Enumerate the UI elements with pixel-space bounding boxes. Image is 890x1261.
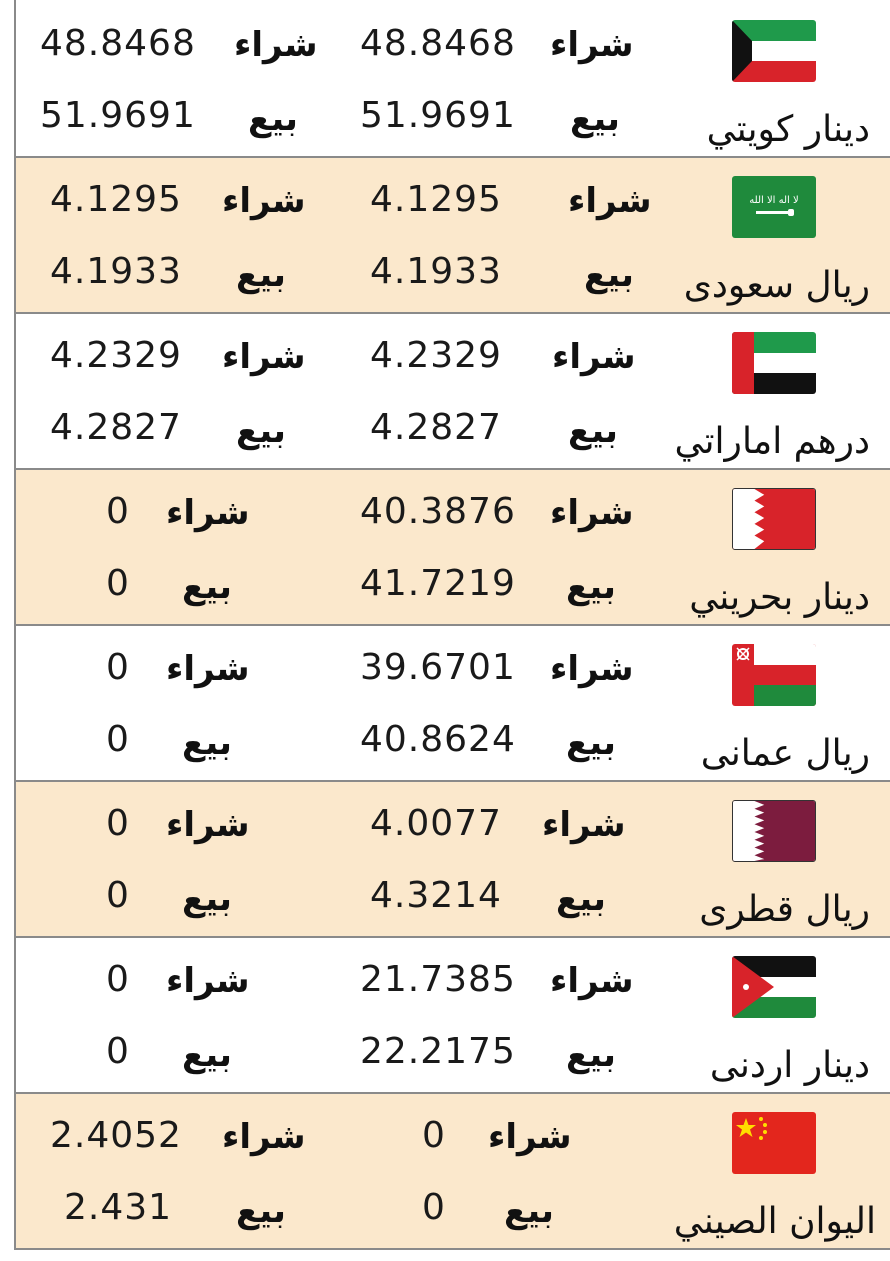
bank2-sell-value: 0: [106, 719, 130, 760]
buy-label: شراء: [166, 961, 250, 1001]
buy-label: شراء: [222, 337, 306, 377]
sell-label: بيع: [182, 567, 232, 607]
buy-label: شراء: [166, 649, 250, 689]
bank2-sell-value: 4.2827: [50, 407, 182, 448]
sell-label: بيع: [556, 879, 606, 919]
bank1-buy-value: 4.1295: [370, 179, 502, 220]
bank2-sell-value: 2.431: [64, 1187, 173, 1228]
bank2-buy-value: 0: [106, 803, 130, 844]
currency-name: اليوان الصيني: [673, 1201, 876, 1242]
sell-label: بيع: [570, 99, 620, 139]
bank1-buy-value: 40.3876: [360, 491, 516, 532]
buy-label: شراء: [550, 649, 634, 689]
table-row[interactable]: [16, 938, 890, 1094]
bank1-buy-value: 48.8468: [360, 23, 516, 64]
sell-label: بيع: [566, 567, 616, 607]
sell-label: بيع: [568, 411, 618, 451]
bank2-buy-value: 0: [106, 491, 130, 532]
bank2-sell-value: 0: [106, 1031, 130, 1072]
sell-label: بيع: [182, 1035, 232, 1075]
currency-name: ريال سعودى: [683, 265, 870, 306]
bank2-sell-value: 4.1933: [50, 251, 182, 292]
currency-name: درهم اماراتي: [674, 421, 870, 462]
table-row[interactable]: [16, 2, 890, 158]
buy-label: شراء: [166, 493, 250, 533]
currency-name: دينار بحريني: [689, 577, 870, 618]
currency-name: دينار اردنى: [709, 1045, 870, 1086]
bank2-buy-value: 0: [106, 959, 130, 1000]
buy-label: شراء: [222, 1117, 306, 1157]
bank1-buy-value: 0: [422, 1115, 446, 1156]
sell-label: بيع: [504, 1191, 554, 1231]
bank1-sell-value: 4.1933: [370, 251, 502, 292]
buy-label: شراء: [542, 805, 626, 845]
bank1-buy-value: 4.2329: [370, 335, 502, 376]
sell-label: بيع: [566, 723, 616, 763]
buy-label: شراء: [488, 1117, 572, 1157]
currency-name: دينار كويتي: [706, 109, 870, 150]
buy-label: شراء: [550, 25, 634, 65]
buy-label: شراء: [222, 181, 306, 221]
bank1-sell-value: 22.2175: [360, 1031, 516, 1072]
table-row[interactable]: [16, 626, 890, 782]
sell-label: بيع: [236, 255, 286, 295]
sell-label: بيع: [182, 723, 232, 763]
bank1-buy-value: 39.6701: [360, 647, 516, 688]
buy-label: شراء: [550, 961, 634, 1001]
bank2-sell-value: 0: [106, 563, 130, 604]
uae-flag-icon: [732, 332, 816, 394]
saudi-flag-icon: [732, 176, 816, 238]
china-flag-icon: [732, 1112, 816, 1174]
bank1-sell-value: 0: [422, 1187, 446, 1228]
sell-label: بيع: [248, 99, 298, 139]
bank1-sell-value: 51.9691: [360, 95, 516, 136]
sell-label: بيع: [236, 411, 286, 451]
buy-label: شراء: [550, 493, 634, 533]
bank1-buy-value: 21.7385: [360, 959, 516, 1000]
bank2-buy-value: 4.1295: [50, 179, 182, 220]
bahrain-flag-icon: [732, 488, 816, 550]
qatar-flag-icon: [732, 800, 816, 862]
jordan-flag-icon: [732, 956, 816, 1018]
buy-label: شراء: [166, 805, 250, 845]
bank1-sell-value: 4.3214: [370, 875, 502, 916]
sell-label: بيع: [566, 1035, 616, 1075]
bank2-buy-value: 2.4052: [50, 1115, 182, 1156]
bank1-sell-value: 4.2827: [370, 407, 502, 448]
sell-label: بيع: [236, 1191, 286, 1231]
currency-name: ريال عمانى: [700, 733, 870, 774]
oman-flag-icon: [732, 644, 816, 706]
buy-label: شراء: [568, 181, 652, 221]
buy-label: شراء: [234, 25, 318, 65]
buy-label: شراء: [552, 337, 636, 377]
bank1-buy-value: 4.0077: [370, 803, 502, 844]
bank1-sell-value: 41.7219: [360, 563, 516, 604]
bank2-buy-value: 0: [106, 647, 130, 688]
table-row[interactable]: [16, 314, 890, 470]
table-row[interactable]: [16, 1094, 890, 1248]
svg-text:لا اله الا الله: لا اله الا الله: [749, 195, 799, 206]
table-row[interactable]: [16, 782, 890, 938]
sell-label: بيع: [182, 879, 232, 919]
sell-label: بيع: [584, 255, 634, 295]
table-row[interactable]: [16, 158, 890, 314]
currency-name: ريال قطرى: [699, 889, 870, 930]
bank2-buy-value: 4.2329: [50, 335, 182, 376]
bank2-buy-value: 48.8468: [40, 23, 196, 64]
table-row[interactable]: [16, 470, 890, 626]
bank2-sell-value: 0: [106, 875, 130, 916]
kuwait-flag-icon: [732, 20, 816, 82]
bank2-sell-value: 51.9691: [40, 95, 196, 136]
bank1-sell-value: 40.8624: [360, 719, 516, 760]
